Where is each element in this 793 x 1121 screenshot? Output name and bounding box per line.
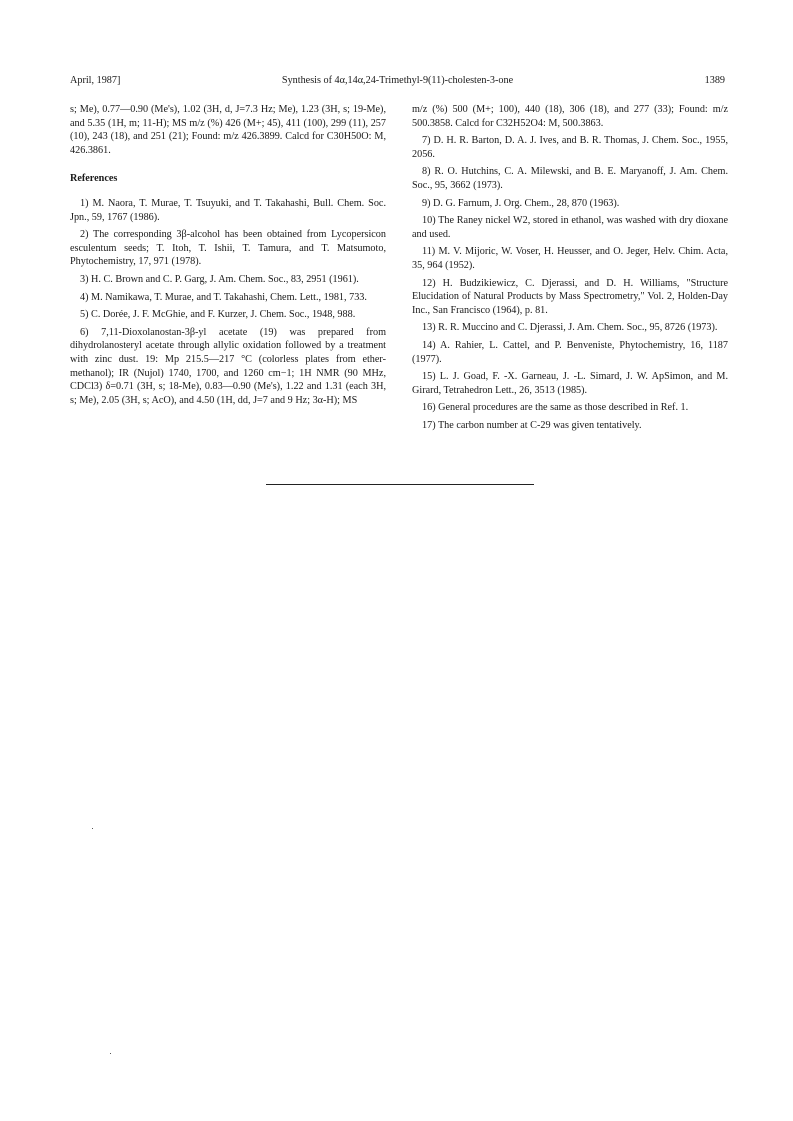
references-heading: References bbox=[70, 173, 118, 185]
scan-speck bbox=[110, 1053, 111, 1054]
end-rule bbox=[266, 484, 534, 485]
experimental-text-continued: s; Me), 0.77—0.90 (Me's), 1.02 (3H, d, J=7.3 Hz; Me), 1.23 (3H, s; 19-Me), and 5.35 (1H, m; 11-H); MS m/z (%) 426 (M+; 45), 411 (100), 299 (11), 257 (10), 243 (18), and 251 (21); Found: m/z 426.3899. Calcd for C30H50O: M, 426.3861. bbox=[70, 104, 386, 156]
scan-speck bbox=[92, 828, 93, 829]
header-title: Synthesis of 4α,14α,24-Trimethyl-9(11)-cholesten-3-one bbox=[281, 75, 514, 86]
reference-1: 1) M. Naora, T. Murae, T. Tsuyuki, and T. Takahashi, Bull. Chem. Soc. Jpn., 59, 1767 (1986). bbox=[70, 197, 386, 223]
reference-8: 8) R. O. Hutchins, C. A. Milewski, and B. E. Maryanoff, J. Am. Chem. Soc., 95, 3662 (1973). bbox=[412, 166, 728, 191]
reference-13: 13) R. R. Muccino and C. Djerassi, J. Am. Chem. Soc., 95, 8726 (1973). bbox=[422, 322, 718, 334]
reference-10: 10) The Raney nickel W2, stored in ethanol, was washed with dry dioxane and used. bbox=[412, 215, 728, 240]
page-number: 1389 bbox=[704, 75, 725, 86]
reference-2: 2) The corresponding 3β-alcohol has been obtained from Lycopersicon esculentum seeds; T. Itoh, T. Ishii, T. Tamura, and T. Matsumoto, Phytochemistry, 17, 971 (1978). bbox=[70, 229, 386, 268]
reference-6-continued: m/z (%) 500 (M+; 100), 440 (18), 306 (18), and 277 (33); Found: m/z 500.3858. Calcd for C32H52O4: M, 500.3863. bbox=[412, 104, 728, 129]
running-header bbox=[70, 74, 725, 88]
reference-7: 7) D. H. R. Barton, D. A. J. Ives, and B. R. Thomas, J. Chem. Soc., 1955, 2056. bbox=[412, 135, 728, 160]
reference-9: 9) D. G. Farnum, J. Org. Chem., 28, 870 (1963). bbox=[422, 197, 620, 209]
reference-12: 12) H. Budzikiewicz, C. Djerassi, and D. H. Williams, "Structure Elucidation of Natural Products by Mass Spectrometry," Vol. 2, Holden-Day Inc., San Francisco (1964), p. 81. bbox=[412, 277, 728, 316]
reference-14: 14) A. Rahier, L. Cattel, and P. Benveniste, Phytochemistry, 16, 1187 (1977). bbox=[412, 339, 728, 365]
reference-4: 4) M. Namikawa, T. Murae, and T. Takahashi, Chem. Lett., 1981, 733. bbox=[80, 291, 367, 303]
reference-16: 16) General procedures are the same as those described in Ref. 1. bbox=[422, 402, 689, 414]
reference-17: 17) The carbon number at C-29 was given tentatively. bbox=[422, 419, 642, 431]
reference-5: 5) C. Dorée, J. F. McGhie, and F. Kurzer, J. Chem. Soc., 1948, 988. bbox=[80, 309, 356, 321]
left-column bbox=[70, 103, 386, 411]
reference-3: 3) H. C. Brown and C. P. Garg, J. Am. Chem. Soc., 83, 2951 (1961). bbox=[80, 273, 359, 285]
reference-6: 6) 7,11-Dioxolanostan-3β-yl acetate (19) was prepared from dihydrolanosteryl acetate through allylic oxidation followed by a treatment with zinc dust. 19: Mp 215.5—217 °C (colorless plates from ether-methanol); IR (Nujol) 1740, 1700, and 1260 cm−1; 1H NMR (90 MHz, CDCl3) δ=0.71 (3H, s; 18-Me), 0.83—0.90 (Me's), 1.22 and 1.31 (each 3H, s; Me), 2.05 (3H, s; AcO), and 4.50 (1H, dd, J=7 and 9 Hz; 3α-H); MS bbox=[70, 326, 386, 406]
reference-11: 11) M. V. Mijoric, W. Voser, H. Heusser, and O. Jeger, Helv. Chim. Acta, 35, 964 (1952). bbox=[412, 246, 728, 271]
reference-15: 15) L. J. Goad, F. -X. Garneau, J. -L. Simard, J. W. ApSimon, and M. Girard, Tetrahedron Lett., 26, 3513 (1985). bbox=[412, 371, 728, 396]
header-date: April, 1987] bbox=[70, 75, 121, 86]
right-column bbox=[412, 103, 728, 436]
